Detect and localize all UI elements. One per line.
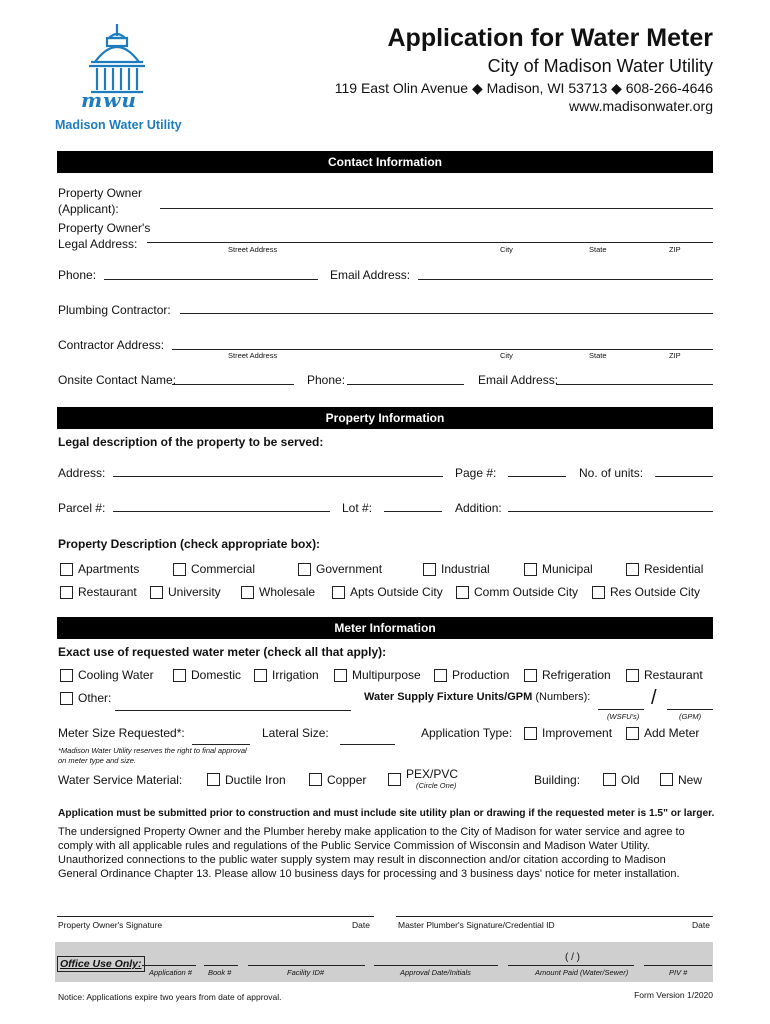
- checkbox-res-outside-city[interactable]: [592, 586, 605, 599]
- circle-one-sublabel: (Circle One): [416, 781, 457, 790]
- label-government: Government: [316, 562, 383, 576]
- label-production: Production: [452, 668, 510, 682]
- utility-address: 119 East Olin Avenue ◆ Madison, WI 53713 ◆ 608-266-4646: [334, 80, 713, 96]
- checkbox-university[interactable]: [150, 586, 163, 599]
- fixture-units-label: [364, 691, 590, 703]
- checkbox-old[interactable]: [603, 773, 616, 786]
- label-ductile-iron: Ductile Iron: [225, 773, 286, 787]
- submission-notice: Application must be submitted prior to construction and must include site utility plan or drawing if the requested meter is 1.5" or larger.: [58, 808, 715, 819]
- checkbox-cooling-water[interactable]: [60, 669, 73, 682]
- amount-paid-parens: ( / ): [565, 952, 580, 963]
- onsite-email-field[interactable]: [556, 384, 713, 385]
- form-version: Form Version 1/2020: [634, 990, 713, 1000]
- onsite-phone-label: Phone:: [307, 373, 346, 387]
- state-sublabel: State: [589, 245, 607, 254]
- fixture-units-bold: Water Supply Fixture Units/GPM: [364, 691, 533, 703]
- application-type-label: Application Type:: [421, 726, 513, 740]
- legal-address-label-2: Legal Address:: [58, 237, 138, 251]
- checkbox-production[interactable]: [434, 669, 447, 682]
- service-material-label: Water Service Material:: [58, 773, 183, 787]
- onsite-contact-label: Onsite Contact Name:: [58, 373, 177, 387]
- agreement-line-4: General Ordinance Chapter 13. Please allow 10 business days for processing and 3 business days' notice for meter installation.: [58, 868, 680, 880]
- label-meter-restaurant: Restaurant: [644, 668, 703, 682]
- office-use-label: Office Use Only:: [57, 956, 145, 972]
- owner-name-field[interactable]: [160, 208, 713, 209]
- legal-address-field[interactable]: [147, 242, 713, 243]
- checkbox-municipal[interactable]: [524, 563, 537, 576]
- label-res-outside-city: Res Outside City: [610, 585, 701, 599]
- checkbox-copper[interactable]: [309, 773, 322, 786]
- checkbox-apts-outside-city[interactable]: [332, 586, 345, 599]
- checkbox-refrigeration[interactable]: [524, 669, 537, 682]
- label-other: Other:: [78, 691, 112, 705]
- checkbox-commercial[interactable]: [173, 563, 186, 576]
- property-section-header: Property Information: [57, 407, 713, 429]
- phone-label: Phone:: [58, 268, 97, 282]
- checkbox-domestic[interactable]: [173, 669, 186, 682]
- lateral-size-field[interactable]: [340, 744, 395, 745]
- checkbox-other[interactable]: [60, 692, 73, 705]
- checkbox-comm-outside-city[interactable]: [456, 586, 469, 599]
- plumbing-contractor-field[interactable]: [180, 313, 713, 314]
- owner-label-2: (Applicant):: [58, 202, 119, 216]
- label-multipurpose: Multipurpose: [352, 668, 421, 682]
- checkbox-government[interactable]: [298, 563, 311, 576]
- checkbox-add-meter[interactable]: [626, 727, 639, 740]
- city-sublabel: City: [500, 245, 513, 254]
- property-address-label: Address:: [58, 466, 106, 480]
- label-restaurant: Restaurant: [78, 585, 137, 599]
- label-copper: Copper: [327, 773, 367, 787]
- page-number-label: Page #:: [455, 466, 497, 480]
- label-domestic: Domestic: [191, 668, 242, 682]
- meter-size-field[interactable]: [192, 744, 250, 745]
- building-label: Building:: [534, 773, 581, 787]
- plumbing-contractor-label: Plumbing Contractor:: [58, 303, 171, 317]
- meter-section-header: Meter Information: [57, 617, 713, 639]
- checkbox-meter-restaurant[interactable]: [626, 669, 639, 682]
- utility-name: City of Madison Water Utility: [487, 56, 713, 76]
- owner-signature-label: Property Owner's Signature: [58, 920, 163, 930]
- label-commercial: Commercial: [191, 562, 256, 576]
- label-industrial: Industrial: [441, 562, 490, 576]
- fixture-units-numbers: (Numbers):: [535, 691, 591, 703]
- label-wholesale: Wholesale: [259, 585, 316, 599]
- label-comm-outside-city: Comm Outside City: [474, 585, 579, 599]
- contact-section-header: Contact Information: [57, 151, 713, 173]
- checkbox-restaurant[interactable]: [60, 586, 73, 599]
- contractor-state-sublabel: State: [589, 351, 607, 360]
- checkbox-apartments[interactable]: [60, 563, 73, 576]
- wsfu-sublabel: (WSFU's): [607, 712, 640, 721]
- lot-label: Lot #:: [342, 501, 373, 515]
- onsite-email-label: Email Address:: [478, 373, 559, 387]
- label-apartments: Apartments: [78, 562, 140, 576]
- label-old: Old: [621, 773, 640, 787]
- meter-size-label: Meter Size Requested*:: [58, 726, 185, 740]
- units-field[interactable]: [655, 476, 713, 477]
- agreement-line-2: comply with all applicable rules and regulations of the Public Service Commission of Wisconsin and Madison Water Utility.: [58, 840, 650, 852]
- other-field[interactable]: [115, 710, 351, 711]
- plumber-signature-label: Master Plumber's Signature/Credential ID: [398, 920, 555, 930]
- legal-address-label-1: Property Owner's: [58, 221, 151, 235]
- contractor-zip-sublabel: ZIP: [669, 351, 681, 360]
- agreement-line-3: Unauthorized connections to the public water supply system may result in disconnection and/or citation according to Madison: [58, 854, 666, 866]
- onsite-contact-field[interactable]: [172, 384, 294, 385]
- logo-text: Madison Water Utility: [55, 118, 182, 132]
- piv-number-label: PIV #: [669, 968, 688, 977]
- property-description-title: Property Description (check appropriate box):: [58, 537, 321, 551]
- label-new: New: [678, 773, 703, 787]
- label-refrigeration: Refrigeration: [542, 668, 611, 682]
- zip-sublabel: ZIP: [669, 245, 681, 254]
- page-number-field[interactable]: [508, 476, 566, 477]
- owner-signature-field[interactable]: [57, 916, 374, 917]
- facility-id-label: Facility ID#: [287, 968, 325, 977]
- logo-letters: mwu: [81, 88, 137, 112]
- expiration-notice: Notice: Applications expire two years from date of approval.: [58, 992, 282, 1002]
- checkbox-improvement[interactable]: [524, 727, 537, 740]
- piv-number-field[interactable]: [644, 965, 712, 966]
- onsite-phone-field[interactable]: [347, 384, 464, 385]
- label-municipal: Municipal: [542, 562, 593, 576]
- fixture-slash: /: [651, 687, 657, 709]
- page-title: Application for Water Meter: [387, 24, 713, 52]
- application-number-field[interactable]: [142, 965, 196, 966]
- label-university: University: [168, 585, 221, 599]
- email-field[interactable]: [418, 279, 713, 280]
- owner-label-1: Property Owner: [58, 186, 143, 200]
- label-add-meter: Add Meter: [644, 726, 700, 740]
- utility-logo: [55, 22, 185, 134]
- addition-label: Addition:: [455, 501, 502, 515]
- plumber-signature-field[interactable]: [396, 916, 713, 917]
- facility-id-field[interactable]: [248, 965, 365, 966]
- agreement-line-1: The undersigned Property Owner and the Plumber hereby make application to the City of Madison for water service and agree to: [58, 826, 685, 838]
- email-label: Email Address:: [330, 268, 411, 282]
- label-improvement: Improvement: [542, 726, 613, 740]
- approval-date-label: Approval Date/Initials: [400, 968, 471, 977]
- contractor-city-sublabel: City: [500, 351, 513, 360]
- checkbox-pex-pvc[interactable]: [388, 773, 401, 786]
- legal-description-label: Legal description of the property to be served:: [58, 435, 324, 449]
- street-sublabel: Street Address: [228, 245, 278, 254]
- application-number-label: Application #: [149, 968, 192, 977]
- contractor-street-sublabel: Street Address: [228, 351, 278, 360]
- contractor-address-field[interactable]: [172, 349, 713, 350]
- utility-website: www.madisonwater.org: [569, 98, 713, 114]
- checkbox-multipurpose[interactable]: [334, 669, 347, 682]
- parcel-label: Parcel #:: [58, 501, 106, 515]
- gpm-sublabel: (GPM): [679, 712, 702, 721]
- approval-date-field[interactable]: [374, 965, 498, 966]
- phone-field[interactable]: [104, 279, 318, 280]
- parcel-field[interactable]: [113, 511, 330, 512]
- lateral-size-label: Lateral Size:: [262, 726, 329, 740]
- label-cooling-water: Cooling Water: [78, 668, 154, 682]
- label-irrigation: Irrigation: [272, 668, 319, 682]
- label-apts-outside-city: Apts Outside City: [350, 585, 443, 599]
- addition-field[interactable]: [508, 511, 713, 512]
- meter-note-1: *Madison Water Utility reserves the right to final approval: [58, 746, 247, 755]
- lot-field[interactable]: [384, 511, 442, 512]
- contractor-address-label: Contractor Address:: [58, 338, 165, 352]
- meter-use-title: Exact use of requested water meter (check all that apply):: [58, 645, 387, 659]
- checkbox-irrigation[interactable]: [254, 669, 267, 682]
- checkbox-residential[interactable]: [626, 563, 639, 576]
- amount-paid-field[interactable]: [508, 965, 634, 966]
- book-number-field[interactable]: [204, 965, 238, 966]
- checkbox-industrial[interactable]: [423, 563, 436, 576]
- wsfu-field[interactable]: [598, 709, 644, 710]
- checkbox-ductile-iron[interactable]: [207, 773, 220, 786]
- checkbox-wholesale[interactable]: [241, 586, 254, 599]
- owner-date-label: Date: [352, 920, 370, 930]
- plumber-date-label: Date: [692, 920, 710, 930]
- book-number-label: Book #: [208, 968, 232, 977]
- checkbox-new[interactable]: [660, 773, 673, 786]
- amount-paid-label: Amount Paid (Water/Sewer): [535, 968, 629, 977]
- label-pex-pvc: PEX/PVC: [406, 767, 459, 781]
- meter-note-2: on meter type and size.: [58, 756, 136, 765]
- property-address-field[interactable]: [113, 476, 443, 477]
- gpm-field[interactable]: [667, 709, 713, 710]
- label-residential: Residential: [644, 562, 704, 576]
- units-label: No. of units:: [579, 466, 644, 480]
